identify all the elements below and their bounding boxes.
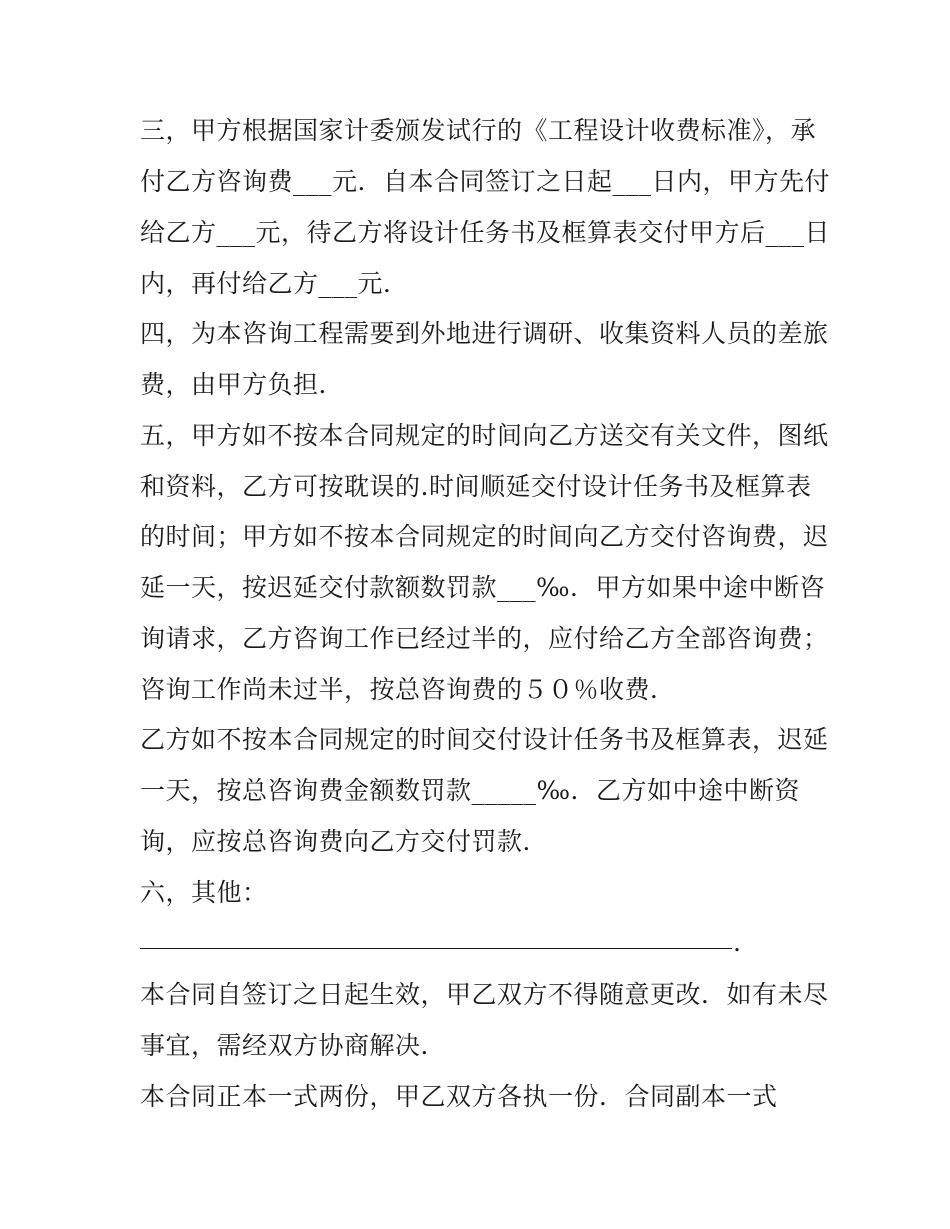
text-line: 费，由甲方负担．: [140, 370, 345, 399]
text-line: 三，甲方根据国家计委颁发试行的《工程设计收费标准》，承: [140, 116, 817, 145]
text-line: 咨询工作尚未过半，按总咨询费的５０％收费．: [140, 675, 676, 704]
text-line: 六，其他：: [140, 878, 268, 907]
text-line: 的时间；甲方如不按本合同规定的时间向乙方交付咨询费，迟: [140, 522, 829, 551]
text-line: 本合同正本一式两份，甲乙双方各执一份．合同副本一式: [140, 1082, 778, 1111]
text-line: 四，为本咨询工程需要到外地进行调研、收集资料人员的差旅: [140, 319, 829, 348]
text-line: 和资料，乙方可按耽误的.时间顺延交付设计任务书及框算表: [140, 472, 812, 501]
text-line: 给乙方___元，待乙方将设计任务书及框算表交付甲方后___日: [140, 218, 831, 247]
text-line: 本合同自签订之日起生效，甲乙双方不得随意更改．如有未尽: [140, 980, 829, 1009]
text-line: 内，再付给乙方___元．: [140, 269, 409, 298]
text-line: 事宜，需经双方协商解决．: [140, 1031, 447, 1060]
text-line: 询请求，乙方咨询工作已经过半的，应付给乙方全部咨询费；: [140, 624, 829, 653]
text-line: 一天，按总咨询费金额数罚款_____‰．乙方如中途中断资: [140, 776, 801, 805]
blank-line-period: .: [733, 928, 741, 957]
text-line: 五，甲方如不按本合同规定的时间向乙方送交有关文件，图纸: [140, 421, 829, 450]
text-line: 乙方如不按本合同规定的时间交付设计任务书及框算表，迟延: [140, 725, 829, 754]
blank-fill-line: [140, 948, 732, 949]
text-line: 询，应按总咨询费向乙方交付罚款．: [140, 827, 549, 856]
text-line: 付乙方咨询费___元．自本合同签订之日起___日内，甲方先付: [140, 167, 831, 196]
text-line: 延一天，按迟延交付款额数罚款___‰．甲方如果中途中断咨: [140, 573, 826, 602]
